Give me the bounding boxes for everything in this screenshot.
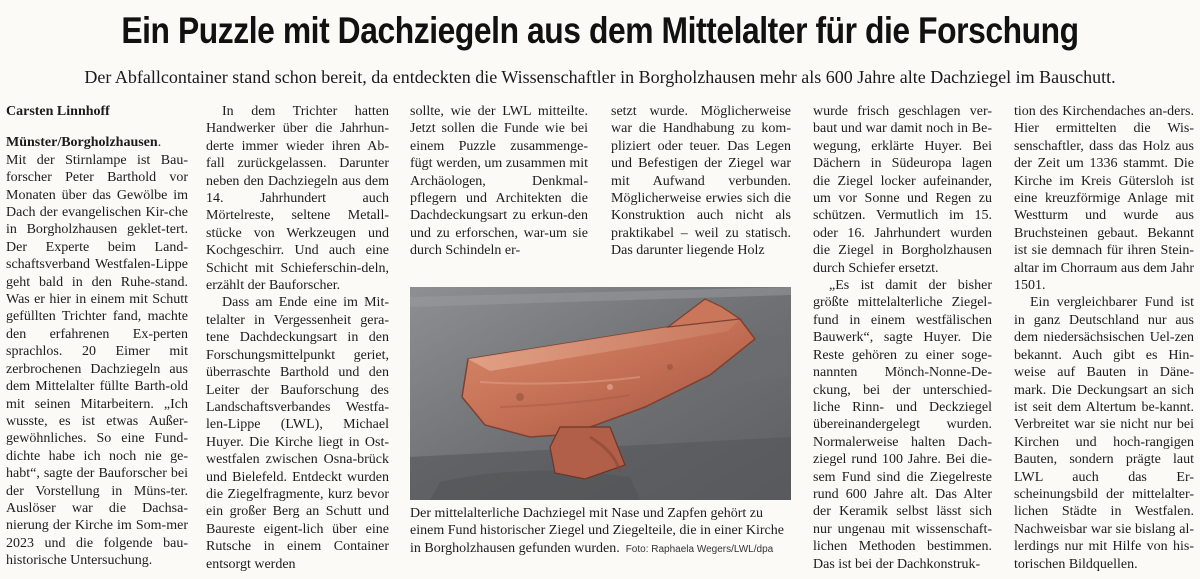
column-4 (611, 103, 791, 260)
paragraph: tion des Kirchendaches an-ders. Hier ermittelten die Wis-senschaftler, dass das Holz aus der Zeit um 1336 stammt. Die Kirche im Kreis Gütersloh ist eine kreuzförmige Anlage mit Westturm und wurde aus Bruchsteinen gebaut. Bekannt ist sie demnach für ihren Stein-altar im Chorraum aus dem Jahr 1501. (1014, 104, 1195, 294)
author-byline: Carsten Linnhoff (6, 104, 110, 119)
subline: Der Abfallcontainer stand schon bereit, da entdeckten die Wissenschaftler in Borgholzhausen mehr als 600 Jahre alte Dachziegel im Bauschutt. (84, 67, 1116, 87)
paragraph: Dass am Ende eine im Mit-telalter in Vergessenheit gera-tene Dachdeckungsart in den Forschungsmittelpunkt geriet, überraschte Barthold und den Leiter der Bauforschung des Landschaftsverbandes Westfa-len-Lippe (LWL), Michael Huyer. Die Kirche liegt in Ost-westfalen zwischen Osna-brück und Bielefeld. Entdeckt wurden die Ziegelfragmente, kurz bevor ein großer Berg an Schutt und Baureste eigent-lich über eine Rutsche in einem Container entsorgt werden (206, 295, 389, 572)
photo-caption (410, 505, 791, 558)
caption-text: Der mittelalterliche Dachziegel mit Nase und Zapfen gehört zu einem Fund historischer Ziegel und Ziegelteile, die in einer Kirche in Borgholzhausen gefunden wurden. (410, 506, 784, 556)
headline: Ein Puzzle mit Dachziegeln aus dem Mittelalter für die Forschung (121, 10, 1079, 51)
photo-credit: Foto: Raphaela Wegers/LWL/dpa (625, 543, 774, 555)
column-6 (1014, 103, 1194, 573)
column-5 (813, 103, 992, 573)
column-2 (206, 103, 389, 573)
paragraph (6, 134, 188, 569)
column-1 (6, 103, 188, 570)
paragraph: In dem Trichter hatten Handwerker über die Jahrhun-derte immer wieder ihren Ab-fall zurückgelassen. Darunter neben den Dachziegeln aus dem 14. Jahrhundert auch Mörtelreste, seltene Metall-stücke von Werkzeugen und Kochgeschirr. Und auch eine Schicht mit Schieferschin-deln, erzählt der Bauforscher. (206, 104, 389, 294)
roof-tile-photo (410, 287, 791, 500)
dateline: Münster/Borgholzhausen (6, 135, 158, 151)
column-3 (410, 103, 588, 260)
paragraph-text: Mit der Stirnlampe ist Bau-forscher Peter Barthold vor Monaten über das Gewölbe im Dach der evangelischen Kir-che in Borgholzhausen geklet-tert. Der Experte beim Land-schaftsverband Westfalen-Lippe geht bald in den Ruhe-stand. Was er hier in einem mit Schutt gefüllten Trichter fand, machte den erfahrenen Ex-perten sprachlos. 20 Eimer mit zerbrochenen Dachziegeln aus dem Mittelalter füllte Barth-old mit seinen Mitarbeitern. „Ich wusste, es ist etwas Außer-gewöhnliches. So eine Fund-dichte habe ich noch nie ge-habt“, sagte der Bauforscher bei der Vorstellung in Müns-ter. Auslöser war die Dachsa-nierung der Kirche im Som-mer 2023 und die folgende bau-historische Untersuchung. (6, 152, 188, 569)
paragraph: „Es ist damit der bisher größte mittelalterliche Ziegel-fund in einem westfälischen Bauwerk“, sagte Huyer. Die Reste gehören zu einer soge-nannten Mönch-Nonne-De-ckung, bei der unterschied-liche Rinn- und Deckziegel übereinandergelegt wurden. Normalerweise halten Dach-ziegel rund 100 Jahre. Bei die-sem Fund sind die Ziegelreste rund 600 Jahre alt. Das Alter der Keramik selbst lässt sich nur ungenau mit wissenschaft-lichen Methoden bestimmen. Das ist bei der Dachkonstruk- (813, 278, 992, 572)
paragraph: setzt wurde. Möglicherweise war die Handhabung zu kom-pliziert oder teuer. Das Legen und Befestigen der Ziegel war mit Aufwand verbunden. Möglicherweise erwies sich die Konstruktion auch nicht als praktikabel – weil zu statisch. Das darunter liegende Holz (611, 104, 791, 259)
paragraph: Ein vergleichbarer Fund ist in ganz Deutschland nur aus dem niedersächsischen Uel-zen bekannt. Auch gibt es Hin-weise auf Bauten in Däne-mark. Die Deckungsart an sich ist seit dem Altertum be-kannt. Verbreitet war sie nicht nur bei Kirchen und hoch-rangigen Bauten, sondern prägte laut LWL auch das Er-scheinungsbild der mittelalter-lichen Städte in Westfalen. Nachweisbar war sie bislang al-lerdings nur mit Hilfe von his-torischen Bildquellen. (1014, 295, 1194, 572)
dateline-punct: . (157, 135, 162, 151)
paragraph: sollte, wie der LWL mitteilte. Jetzt sollen die Funde wie bei einem Puzzle zusammenge-fügt werden, um zusammen mit Archäologen, Denkmal-pflegern und Architekten die Dachdeckungsart zu erkun-den und zu erforschen, war-um sie durch Schindeln er- (410, 104, 588, 259)
roof-tile-illustration (410, 287, 791, 500)
paragraph: wurde frisch geschlagen ver-baut und war damit noch in Be-wegung, erklärte Huyer. Bei Dächern in Südeuropa lagen die Ziegel locker aufeinander, um vor Sonne und Regen zu schützen. Vermutlich im 15. oder 16. Jahrhundert wurden die Ziegel in Borgholzhausen durch Schiefer ersetzt. (813, 104, 992, 276)
